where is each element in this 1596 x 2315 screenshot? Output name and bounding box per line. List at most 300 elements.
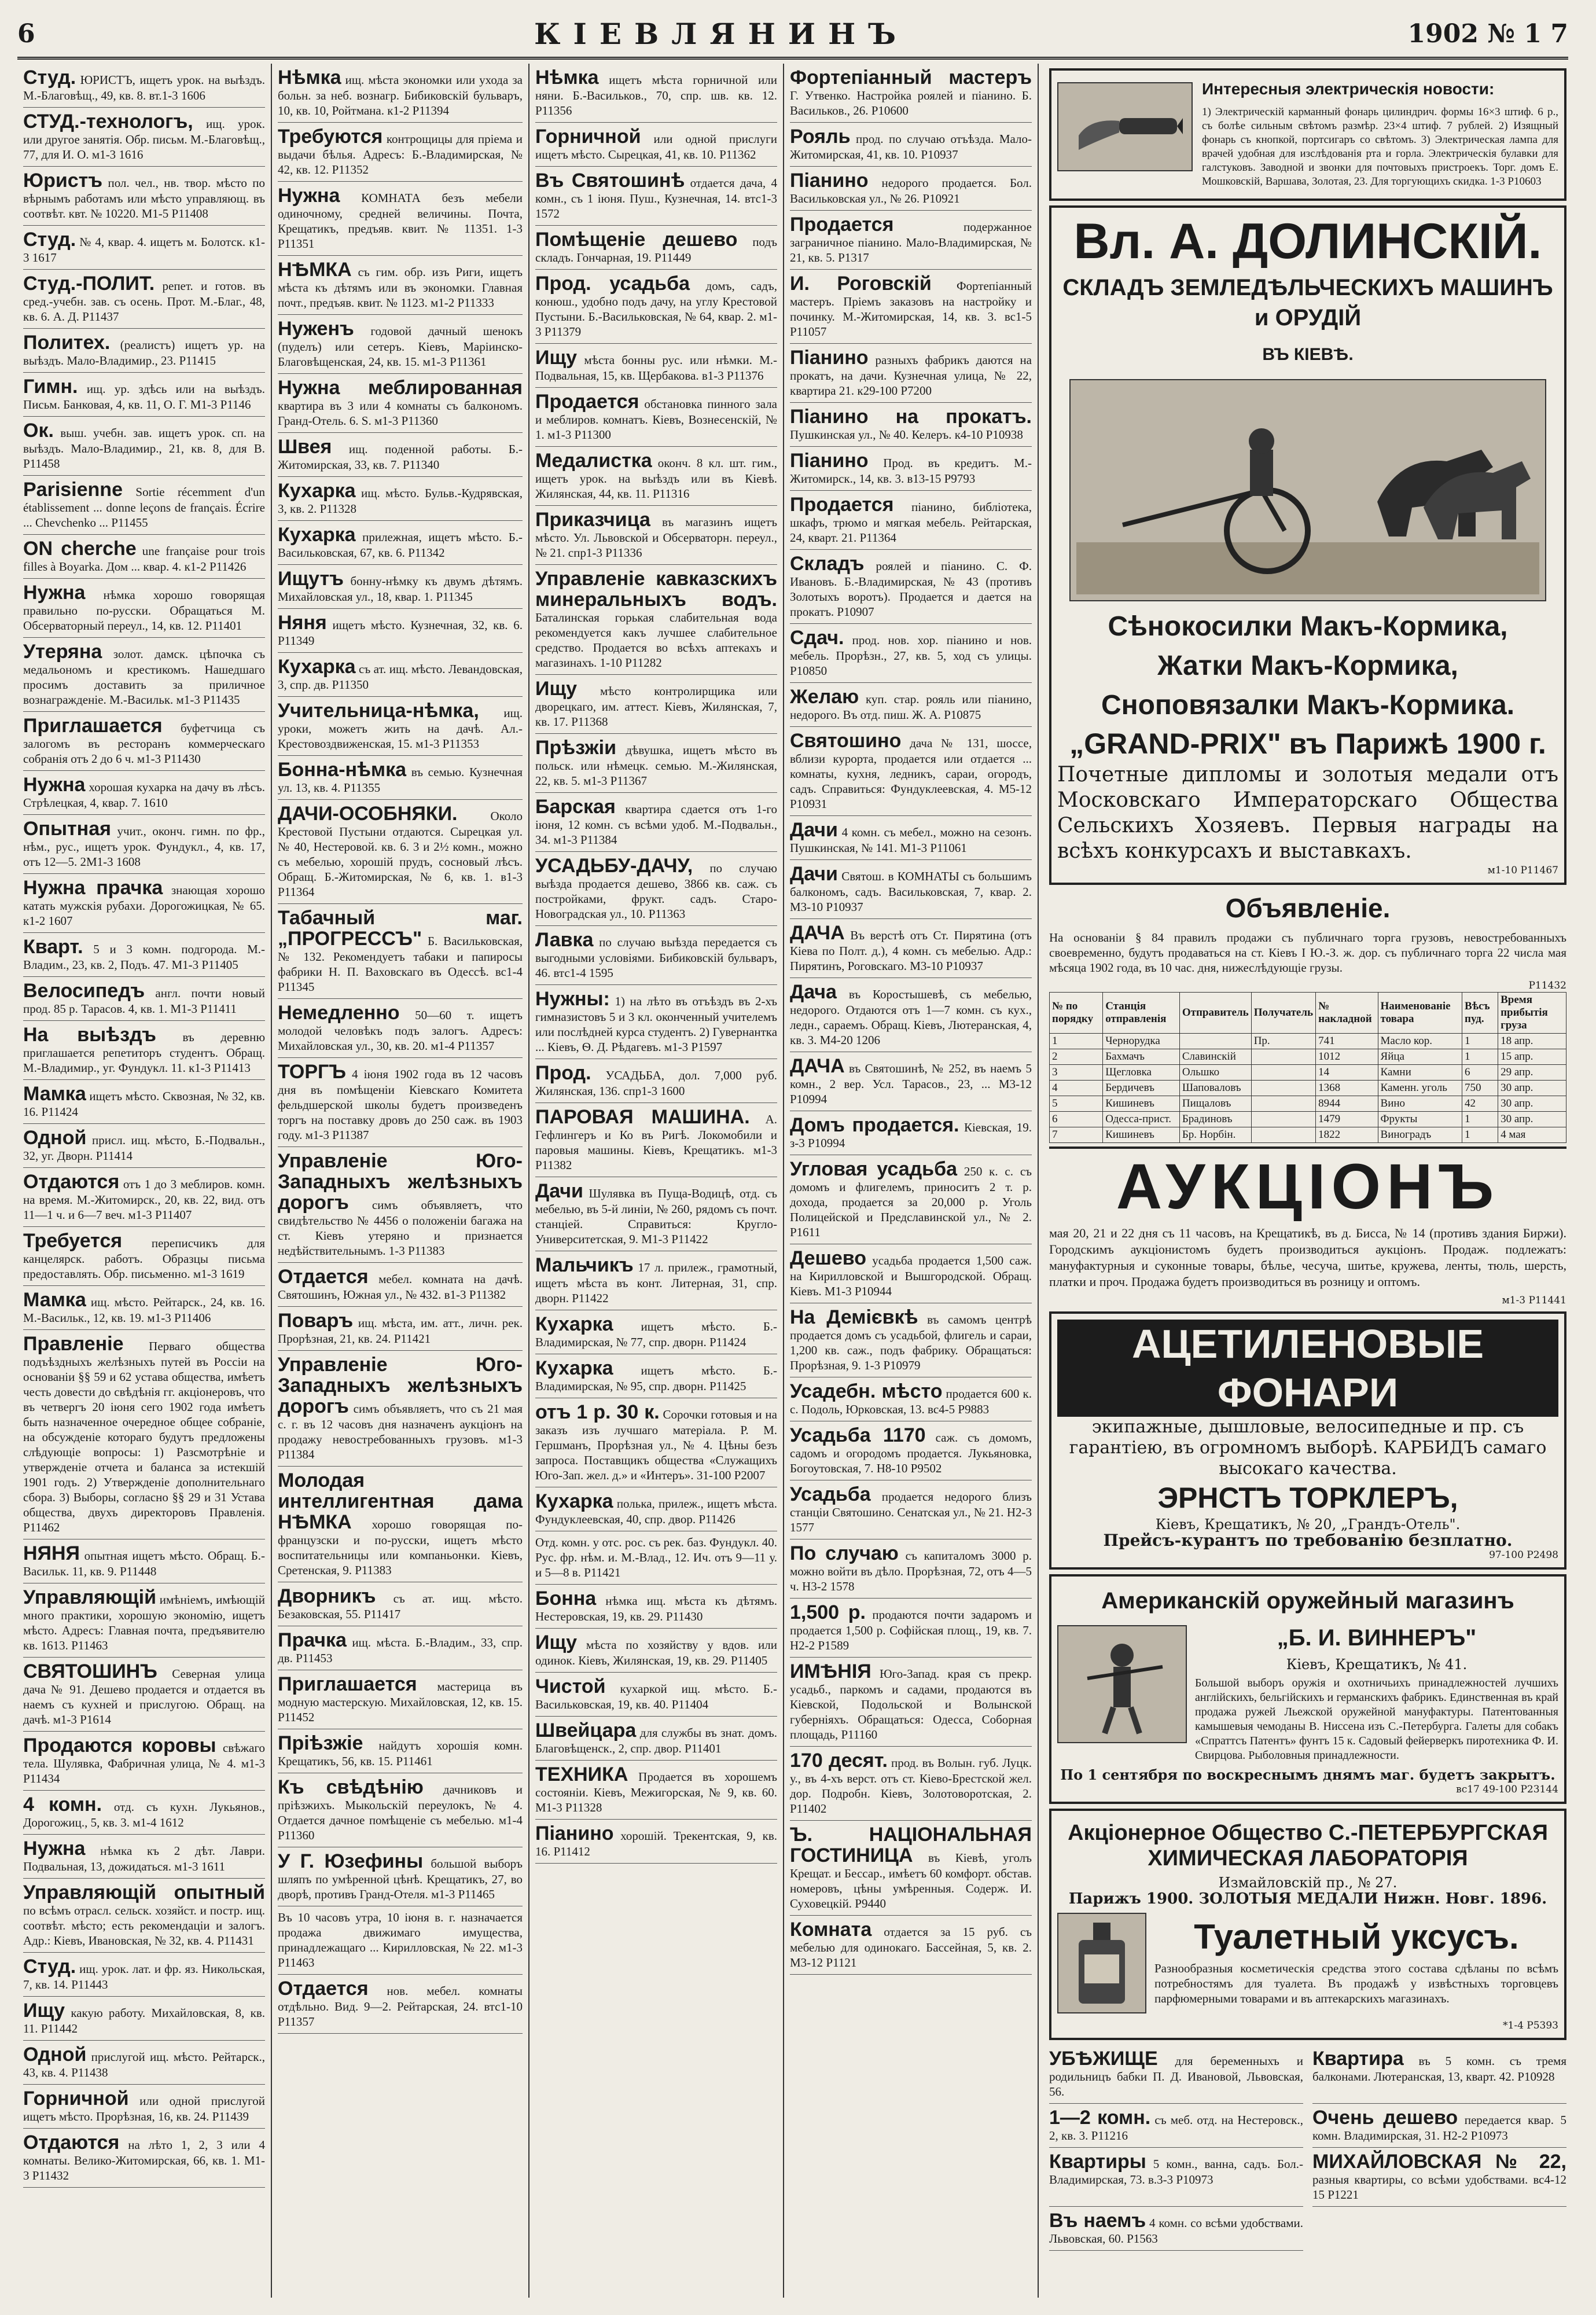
ad-text: пол. чел., нв. твор. мѣсто по вѣрнымъ работамъ или мѣсто управляющ. въ соотвѣт. квт. № 10220. М1-5 Р11408 — [23, 176, 266, 221]
classified-ad — [278, 697, 523, 756]
ad-text: ищ. урок. или другое занятія. Обр. письм. М.-Благовѣщ., 77, для И. О. м1-3 1616 — [23, 117, 265, 161]
classified-ad — [23, 1021, 265, 1080]
classified-ad — [23, 1953, 265, 1997]
classified-ad — [278, 1467, 523, 1582]
ad-keyword: Горничной — [535, 126, 641, 148]
ad-keyword: Правленіе — [23, 1333, 124, 1355]
announcement-title: Объявленіе. — [1225, 893, 1391, 923]
classified-ad — [1049, 2207, 1303, 2251]
ad-keyword: Требуются — [278, 126, 383, 148]
ad-text: мастерица въ модную мастерскую. Михайловская, 12, кв. 15. Р11452 — [278, 1680, 523, 1724]
ad-keyword: Управляющій опытный — [23, 1882, 265, 1904]
ad-text: (реалистъ) ищетъ ур. на выѣздъ. Мало-Владимир., 23. Р11415 — [23, 338, 266, 368]
classified-ad — [278, 1975, 523, 2034]
ad-text: квартира сдается отъ 1-го іюня, 12 комн. съ всѣми удоб. М.-Подвальн., 34. м1-3 Р11384 — [535, 802, 777, 847]
table-cell: Чернорудка — [1103, 1034, 1180, 1049]
ad-keyword: На Демієвкѣ — [790, 1306, 918, 1328]
ad-keyword: Мальчикъ — [535, 1254, 634, 1276]
ad-text: ищ. урок. лат. и фр. яз. Никольская, 7, кв. 14. Р11443 — [23, 1962, 265, 1991]
ad-keyword: Пiанино — [790, 347, 869, 369]
classified-ad — [23, 1080, 265, 1124]
ad-text: 5 и 3 комн. подгорода. М.-Владим., 23, кв. 2, Подъ. 47. М1-3 Р11405 — [23, 942, 265, 972]
ad-text: № 4, квар. 4. ищетъ м. Болотск. к1-3 1617 — [23, 235, 266, 264]
classified-ad — [23, 1330, 265, 1539]
ad-text: ищ. мѣсто. Бульв.-Кудрявская, 3, кв. 2. Р11328 — [278, 486, 523, 516]
ad-text: отдается дача, 4 комн., съ 1 іюня. Пуш., Кузнечная, 14. втс1-3 1572 — [535, 176, 777, 221]
ad-text: дача № 131, шоссе, вблизи курорта, продается или отдается ... комнаты, кухня, ледникъ, сараи, огородъ, садъ. Справиться: Фундуклеевская, 4. М5-12 Р10931 — [790, 736, 1032, 811]
classified-ad — [790, 344, 1032, 403]
classified-ad — [535, 270, 777, 344]
classified-ad — [790, 1421, 1032, 1480]
ad-keyword: Велосипедъ — [23, 980, 145, 1002]
ad-keyword: ИМѢНІЯ — [790, 1660, 871, 1682]
ad-keyword: Кварт. — [23, 936, 83, 958]
classified-ad — [535, 447, 777, 506]
ad-keyword: Продаются коровы — [23, 1735, 216, 1757]
ad-keyword: Мамка — [23, 1083, 86, 1105]
ad-keyword: Отдается — [278, 1266, 369, 1288]
ad-keyword: СТУД.-технологъ, — [23, 111, 193, 133]
table-cell: 14 — [1316, 1065, 1378, 1081]
ad-keyword: Приглашается — [23, 715, 163, 737]
table-header-cell: Станція отправленія — [1103, 993, 1180, 1034]
table-cell: 1822 — [1316, 1127, 1378, 1143]
ad-text: ищетъ мѣсто. Сквозная, № 32, кв. 16. Р11424 — [23, 1089, 266, 1119]
classified-ad — [23, 64, 265, 108]
classified-ad — [278, 123, 523, 182]
table-cell — [1251, 1081, 1315, 1096]
ad-text: симъ объявляетъ, что съ 21 мая с. г. въ 12 часовъ дня назначенъ аукціонъ на продажу невостребованныхъ грузовъ. м1-3 Р11384 — [278, 1402, 523, 1461]
table-cell: Пищаловъ — [1179, 1096, 1251, 1112]
classified-ad — [23, 1227, 265, 1286]
table-cell: 42 — [1462, 1096, 1498, 1112]
classified-ad — [278, 1847, 523, 1906]
ad-text: Кіевская, 19. з-3 Р10994 — [790, 1120, 1032, 1150]
classified-ad — [278, 800, 523, 904]
ad-text: Сорочки готовыя и на заказъ изъ лучшаго матеріала. Р. М. Гершманъ, Прорѣзная ул., № 4. Цѣны безъ запроса. Поставщикъ общества «Служащихъ Юго-Зап. жел. д.» и «Интеръ». 31-100 Р2007 — [535, 1408, 777, 1482]
ad-text: квартира въ 3 или 4 комнаты съ балкономъ. Гранд-Отель. 6. S. м1-3 Р11360 — [278, 399, 523, 428]
table-cell: Масло кор. — [1378, 1034, 1462, 1049]
classified-ad — [790, 860, 1032, 919]
table-cell: 4 мая — [1498, 1127, 1566, 1143]
classified-ad — [278, 1147, 523, 1263]
classified-ad — [278, 1729, 523, 1773]
classified-ad — [535, 1354, 777, 1398]
ad-text: домъ, садъ, конюш., удобно подъ дачу, на углу Крестовой Пустыни. Б.-Васильковская, № 64, квар. 2. м1-3 Р11379 — [535, 279, 777, 339]
ad-text: Пушкинская ул., № 40. Келеръ. к4-10 Р10938 — [790, 428, 1023, 442]
ad-keyword: 4 комн. — [23, 1794, 102, 1816]
ad-keyword: Нужна — [23, 1838, 86, 1860]
classified-ad — [1312, 2045, 1566, 2104]
ad-text: по случаю выѣзда передается съ выгодными условіями. Бибиковскій бульваръ, 46. втс1-4 1595 — [535, 935, 778, 980]
torkler-code: 97-100 Р2498 — [1489, 1549, 1558, 1561]
classified-ad — [278, 433, 523, 477]
ad-text: хорошая кухарка на дачу въ лѣсъ. Стрѣлецкая, 4, квар. 7. 1610 — [23, 780, 266, 810]
classified-ad — [790, 447, 1032, 491]
ad-text: съ гим. обр. изъ Риги, ищетъ мѣста къ дѣтямъ или въ экономки. Главная почт., предъяв. квит. № 1123. м1-2 Р11333 — [278, 265, 523, 310]
classified-ad — [790, 624, 1032, 683]
classified-ad — [790, 1480, 1032, 1539]
ad-keyword: Политех. — [23, 332, 111, 354]
classified-ad — [535, 985, 777, 1059]
ad-text: Фортепіанный мастеръ. Пріемъ заказовъ на настройку и починку. М.-Житомирская, 14, кв. 3. вс1-5 Р11057 — [790, 279, 1032, 339]
ad-text: въ деревню приглашается репетиторъ студентъ. Обращ. М.-Владимир., уг. Фундукл. 11. к1-3 Р11413 — [23, 1030, 266, 1075]
ad-text: продается 600 к. с. Подоль, Юрковская, 13. вс4-5 Р9883 — [790, 1387, 1032, 1416]
classified-ad — [23, 476, 265, 535]
table-cell: Щегловка — [1103, 1065, 1180, 1081]
ad-text: по всѣмъ отрасл. сельск. хозяйст. и постр. ищ. соотвѣт. мѣсто; есть рекомендаціи и залогъ. Адр.: Кіевъ, Ивановская, № 32, кв. 4. Р11431 — [23, 1904, 265, 1947]
ad-keyword: МИХАЙЛОВСКАЯ № 22, — [1312, 2151, 1566, 2173]
table-cell: Пр. — [1251, 1034, 1315, 1049]
ad-keyword: Ок. — [23, 420, 54, 442]
ad-text: прилежная, ищетъ мѣсто. Б.-Васильковская, 67, кв. 6. Р11342 — [278, 530, 523, 560]
classified-ad — [278, 999, 523, 1058]
classified-ad — [535, 344, 777, 388]
ad-keyword: Дешево — [790, 1247, 867, 1269]
ad-text: оконч. 8 кл. шт. гим., ищетъ урок. на выѣздъ или въ Кіевѣ. Жилянская, 44, кв. 11. Р11316 — [535, 456, 777, 501]
ad-keyword: ТОРГЪ — [278, 1061, 346, 1083]
ad-text: прод. по случаю отъѣзда. Мало-Житомирская, 41, кв. 10. Р10937 — [790, 132, 1032, 161]
ad-text: передается квар. 5 комн. Владимирская, 31. Н2-2 Р10973 — [1312, 2113, 1566, 2143]
classified-ad — [790, 919, 1032, 978]
ad-keyword: Продается — [790, 214, 894, 236]
table-cell: 2 — [1050, 1049, 1103, 1065]
electric-news-title: Интересныя электрическія новости: — [1202, 80, 1495, 98]
lab-text: Разнообразныя косметическія средства этого состава сдѣланы по всѣмъ потребностямъ для туалета. Въ продажѣ у извѣстныхъ торговцевъ парфюмерными товарами и въ аптекарскихъ магазинахъ. — [1154, 1961, 1558, 2005]
grand-prix-line: „GRAND-PRIX" въ Парижѣ 1900 г. — [1069, 727, 1546, 760]
table-cell: 1 — [1050, 1034, 1103, 1049]
ad-text: недорого продается. Бол. Васильковская ул., № 26. Р10921 — [790, 176, 1032, 205]
table-cell: 8944 — [1316, 1096, 1378, 1112]
ad-keyword: Прачка — [278, 1629, 347, 1651]
classified-ad — [278, 1773, 523, 1847]
winner-address: Кіевъ, Крещатикъ, № 41. — [1286, 1656, 1468, 1673]
ad-text: ищ. мѣста. Б.-Владим., 33, спр. дв. Р11453 — [278, 1636, 523, 1665]
ad-keyword: Квартиры — [1049, 2151, 1146, 2173]
ad-keyword: Нѣмка — [278, 67, 341, 89]
ad-text: пiанино, библіотека, шкафъ, трюмо и мягкая мебель. Рейтарская, 24, кварт. 21. Р11364 — [790, 500, 1032, 545]
lab-title: Акціонерное Общество С.-ПЕТЕРБУРГСКАЯ ХИМИЧЕСКАЯ ЛАБОРАТОРІЯ — [1068, 1821, 1548, 1871]
table-cell: 6 — [1462, 1065, 1498, 1081]
ad-text: прод. нов. хор. пiанино и нов. мебель. Прорѣзн., 27, кв. 5, ход съ улицы. Р10850 — [790, 633, 1032, 678]
classified-ad — [790, 1599, 1032, 1658]
table-header-cell: № накладной — [1316, 993, 1378, 1034]
classified-ad — [23, 933, 265, 977]
ad-keyword: Очень дешево — [1312, 2107, 1458, 2129]
table-cell: 1 — [1462, 1049, 1498, 1065]
ad-text: бонну-нѣмку къ двумъ дѣтямъ. Михайловская ул., 18, квар. 1. Р11345 — [278, 574, 523, 604]
ad-keyword: Студ. — [23, 229, 76, 251]
classified-ad — [535, 388, 777, 447]
ad-text: УСАДЬБА, дол. 7,000 руб. Жилянская, 136. спр1-3 1600 — [535, 1068, 778, 1098]
ad-keyword: Нужна — [278, 185, 340, 207]
ad-keyword: Пiанино — [790, 450, 869, 472]
ad-keyword: Медалистка — [535, 450, 652, 472]
table-cell: Вино — [1378, 1096, 1462, 1112]
ad-text: въ 5 комн. съ тремя балконами. Лютеранская, 13, кварт. 42. Р10928 — [1312, 2054, 1567, 2084]
ad-text: опытная ищетъ мѣсто. Обращ. Б.-Васильк. 11, кв. 9. Р11448 — [23, 1549, 265, 1578]
classified-ad — [535, 565, 777, 675]
ad-keyword: Учительница-нѣмка, — [278, 700, 479, 722]
classified-ad — [535, 1251, 777, 1310]
ad-keyword: Няня — [278, 612, 327, 634]
ad-keyword: Отдаются — [23, 1171, 120, 1193]
ad-keyword: Кухарка — [278, 524, 356, 546]
table-header-cell: Время прибытія груза — [1498, 993, 1566, 1034]
table-cell: Бр. Норбін. — [1179, 1127, 1251, 1143]
ad-keyword: Управляющій — [23, 1586, 157, 1608]
classified-ad — [790, 550, 1032, 624]
classified-ad — [23, 2041, 265, 2085]
ad-text: куп. стар. рояль или пiанино, недорого. Въ отд. пиш. Ж. А. Р10875 — [790, 692, 1032, 722]
ad-keyword: Прод. — [535, 1062, 591, 1084]
table-row — [1050, 1112, 1566, 1127]
ad-text: 17 л. прилеж., грамотный, ищетъ мѣста въ конт. Литерная, 31, спр. дворн. Р11422 — [535, 1261, 777, 1305]
ad-text: мѣста по хозяйству у вдов. или одинок. Кіевъ, Жилянская, 19, кв. 29. Р11405 — [535, 1638, 778, 1667]
ad-keyword: Прод. усадьба — [535, 273, 690, 295]
ad-keyword: Усадебн. мѣсто — [790, 1380, 943, 1402]
ad-text: нѣмка ищ. мѣста къ дѣтямъ. Нестеровская, 19, кв. 29. Р11430 — [535, 1594, 778, 1623]
ad-text: 4 комн. со всѣми удобствами. Львовская, 60. Р1563 — [1049, 2216, 1303, 2246]
classified-ad — [278, 904, 523, 999]
ad-keyword: Кухарка — [535, 1357, 613, 1379]
table-cell: 30 апр. — [1498, 1081, 1566, 1096]
ad-text: разныхъ фабрикъ даются на прокатъ, на дачи. Кузнечная улица, № 22, квартира 21. к29-100 Р7200 — [790, 353, 1032, 398]
ad-keyword: Одной — [23, 1127, 87, 1149]
ad-keyword: Складъ — [790, 553, 865, 575]
classified-ad — [790, 1244, 1032, 1303]
classified-ad — [23, 226, 265, 270]
table-cell: 750 — [1462, 1081, 1498, 1096]
classified-ad — [790, 727, 1032, 816]
torkler-price-list: Прейсъ-курантъ по требованію безплатно. — [1103, 1531, 1513, 1550]
ad-text: 4 іюня 1902 года въ 12 часовъ дня въ помѣщеніи Кіевскаго Комитета фельдшерской школы будетъ произведенъ торгъ на поставку дровъ до 250 саж. въ 1903 году. м1-3 Р11387 — [278, 1067, 523, 1142]
page-number: 6 — [17, 19, 35, 49]
classified-ad — [278, 1351, 523, 1467]
column-2 — [272, 64, 529, 2298]
ad-keyword: Приглашается — [278, 1673, 417, 1695]
classified-ad — [278, 756, 523, 800]
ad-text: въ семью. Кузнечная ул. 13, кв. 4. Р11355 — [278, 765, 523, 795]
classified-ad — [278, 565, 523, 609]
classified-ad — [23, 270, 265, 329]
table-cell — [1251, 1049, 1315, 1065]
ad-text: ищетъ мѣсто. Кузнечная, 32, кв. 6. Р11349 — [278, 618, 523, 648]
ad-keyword: НЯНЯ — [23, 1542, 80, 1564]
ad-text: 50—60 т. ищетъ молодой человѣкъ подъ залогъ. Адресъ: Михайловская ул., 30, кв. 20. м1-4 Р11357 — [278, 1008, 523, 1053]
ad-keyword: ДАЧА — [790, 1055, 845, 1077]
announcement-text: На основаніи § 84 правилъ продажи съ публичнаго торга грузовъ, невостребованныхъ своевременно, будутъ продаваться на ст. Кіевъ I Ю.-З. ж. дор. съ публичнаго торга 22 числа мая мѣсяца 1902 года, въ 10 час. дня, нижеслѣдующіе грузы. — [1049, 931, 1566, 975]
table-cell — [1251, 1096, 1315, 1112]
ad-keyword: Кухарка — [535, 1490, 613, 1512]
ad-keyword: Кухарка — [278, 480, 356, 502]
lab-medals: Парижъ 1900. ЗОЛОТЫЯ МЕДАЛИ Нижн. Новг. 1896. — [1068, 1890, 1547, 1908]
table-cell: Бахмачъ — [1103, 1049, 1180, 1065]
winner-name: „Б. И. ВИННЕРЪ" — [1277, 1625, 1477, 1651]
ad-keyword: Parisienne — [23, 479, 123, 501]
ad-text: подъ складъ. Гончарная, 19. Р11449 — [535, 235, 777, 264]
classified-ad — [23, 1124, 265, 1168]
ad-text: переписчикъ для канцелярск. работъ. Образцы письма предоставлять. Обр. письменно. м1-3 1619 — [23, 1236, 265, 1281]
classified-ad — [535, 1531, 777, 1585]
classified-ad — [790, 211, 1032, 270]
ad-text: une française pour trois filles à Boyarka. Дом ... квар. 4. к1-2 Р11426 — [23, 544, 265, 574]
table-cell — [1179, 1034, 1251, 1049]
bottle-icon — [1067, 1920, 1137, 2007]
ad-keyword: Ищу — [535, 1631, 578, 1653]
lab-code: *1-4 Р5393 — [1503, 2020, 1558, 2031]
ad-text: Sortie récemment d'un établissement ... donne leçons de français. Écrire ... Chevchenko ... Р11455 — [23, 485, 266, 530]
ad-keyword: Нѣмка — [535, 67, 599, 89]
ad-text: Прод. въ кредитъ. М.-Житомирск., 14, кв. 3. в13-15 Р9793 — [790, 456, 1032, 486]
reaper-horses-illustration — [1069, 379, 1546, 601]
ad-text: Въ 10 часовъ утра, 10 іюня в. г. назначается продажа движимаго имущества, принадлежащаго ... Кирилловская, № 22. м1-3 Р11463 — [278, 1910, 523, 1969]
classified-ad — [278, 1626, 523, 1670]
table-cell: 1368 — [1316, 1081, 1378, 1096]
awards-text: Почетные дипломы и золотыя медали отъ Московскаго Императорскаго Общества Сельскихъ Хозяевъ. Первыя награды на всѣхъ конкурсахъ и выставкахъ. — [1057, 763, 1558, 863]
classified-ad — [790, 683, 1032, 727]
table-cell: Ольшко — [1179, 1065, 1251, 1081]
ad-keyword: Пiанино на прокатъ. — [790, 406, 1032, 428]
ad-keyword: Усадьба — [790, 1483, 871, 1505]
ad-keyword: Кухарка — [278, 656, 356, 678]
ad-keyword: Барская — [535, 796, 616, 818]
ad-keyword: Нужны: — [535, 988, 610, 1010]
table-cell: 5 — [1050, 1096, 1103, 1112]
ad-text: нов. мебел. комнаты отдѣльно. Вид. 9—2. Рейтарская, 24. втс1-10 Р11357 — [278, 1984, 523, 2029]
ad-keyword: Нужна — [23, 582, 86, 604]
ad-keyword: И. Роговскій — [790, 273, 932, 295]
ad-text: Продается въ хорошемъ состояніи. Кіевъ, Межигорская, № 9, кв. 60. М1-3 Р11328 — [535, 1770, 777, 1814]
ad-text: ищ. мѣста, им. атт., личн. рек. Прорѣзная, 21, кв. 24. Р11421 — [278, 1316, 523, 1346]
ad-keyword: Въ наемъ — [1049, 2210, 1146, 2232]
ad-text: продаются почти задаромъ и продается 1,500 р. Софійская площ., 19, кв. 7. Н2-2 Р1589 — [790, 1608, 1032, 1652]
classified-ad — [790, 1747, 1032, 1821]
ad-text: 1) на лѣто въ отъѣздъ въ 2-хъ гимназистовъ 5 и 3 кл. оконченный учителемъ или послѣдней курса студентъ. 2) Гувернантка ... Кіевъ, Ѳ. Д. Рѣдагевъ. м1-3 Р1597 — [535, 994, 778, 1054]
ad-keyword: Дворникъ — [278, 1585, 376, 1607]
ad-text: ЮРИСТЪ, ищетъ урок. на выѣздъ. М.-Благовѣщ., 49, кв. 8. вт.1-3 1606 — [23, 73, 265, 102]
table-cell: 6 — [1050, 1112, 1103, 1127]
ad-text: съ меб. отд. на Нестеровск., 2, кв. 3. Р11216 — [1049, 2113, 1303, 2143]
classified-ad — [790, 64, 1032, 123]
classified-ad — [278, 609, 523, 653]
classified-ad — [535, 123, 777, 167]
classified-ad — [23, 417, 265, 476]
classified-ad — [1312, 2148, 1566, 2207]
table-cell: Одесса-прист. — [1103, 1112, 1180, 1127]
classified-ad — [535, 1103, 777, 1177]
classified-ad — [535, 734, 777, 793]
ad-text: прислугой ищ. мѣсто. Рейтарск., 43, кв. 4. Р11438 — [23, 2050, 265, 2079]
ad-keyword: Пiанино — [535, 1822, 614, 1844]
classified-ad — [23, 2085, 265, 2129]
hunter-illustration — [1057, 1625, 1187, 1743]
chemical-lab-ad — [1049, 1809, 1566, 2040]
ad-text: въ Кіевѣ, уголъ Крещат. и Бессар., имѣетъ 60 комфорт. обстав. номеровъ, цѣны умѣренныя. Содерж. И. Суховецкій. Р9440 — [790, 1851, 1032, 1910]
classified-ad — [535, 226, 777, 270]
ad-keyword: Бонна-нѣмка — [278, 759, 407, 781]
classified-ad — [535, 852, 777, 926]
acetylene-lamps-ad — [1049, 1311, 1566, 1570]
table-row — [1050, 1049, 1566, 1065]
classified-ad — [23, 108, 265, 167]
ad-text: Въ верстѣ отъ Ст. Пирятина (отъ Кіева по Полт. д.), 4 комн. съ мебелью. Адр.: Пирятинъ, Роговскаго. М3-10 Р10937 — [790, 928, 1032, 973]
ad-text: мѣсто контролирщика или дворецкаго, им. аттест. Кіевъ, Жилянская, 7, кв. 17. Р11368 — [535, 684, 777, 729]
ad-keyword: Кухарка — [535, 1313, 613, 1335]
ad-text: КОМНАТА безъ мебели одиночному, средней величины. Почта, Крещатикъ, предъяв. квит. № 11351. 1-3 Р11351 — [278, 191, 523, 251]
ad-text: въ Святошинѣ, № 252, въ наемъ 5 комн., 2 вер. Усл. Тарасов., 23, ... М3-12 Р10994 — [790, 1061, 1032, 1106]
lab-product: Туалетный уксусъ. — [1194, 1917, 1519, 1956]
ad-keyword: Нуженъ — [278, 318, 354, 340]
classified-ad — [278, 256, 523, 315]
dolinsky-city: ВЪ КІЕВѢ. — [1262, 345, 1354, 364]
ad-keyword: Одной — [23, 2044, 87, 2066]
table-cell: 30 апр. — [1498, 1096, 1566, 1112]
ad-text: какую работу. Михайловская, 8, кв. 11. Р11442 — [23, 2006, 265, 2035]
classified-ad — [535, 1761, 777, 1820]
ad-keyword: Требуется — [23, 1230, 123, 1252]
ad-keyword: Горничной — [23, 2088, 129, 2110]
table-cell: 30 апр. — [1498, 1112, 1566, 1127]
ad-keyword: 170 десят. — [790, 1750, 888, 1772]
classified-ad — [790, 1916, 1032, 1975]
ad-keyword: Ищутъ — [278, 568, 344, 590]
table-header-cell: № по порядку — [1050, 993, 1103, 1034]
ad-text: Баталинская горькая слабительная вода рекомендуется какъ лучшее слабительное средство. Продается во всѣхъ аптекахъ и магазинахъ. 1-10 Р11282 — [535, 611, 777, 670]
table-cell: 1 — [1462, 1112, 1498, 1127]
ad-keyword: отъ 1 р. 30 к. — [535, 1401, 660, 1423]
classified-ad — [1049, 2104, 1303, 2148]
ad-text: или одной прислугой ищетъ мѣсто. Прорѣзная, 16, кв. 24. Р11439 — [23, 2094, 265, 2123]
freight-table — [1049, 992, 1566, 1143]
ad-keyword: Немедленно — [278, 1002, 400, 1024]
ad-keyword: Въ Святошинѣ — [535, 170, 685, 192]
classified-ad — [535, 64, 777, 123]
ad-keyword: Пiанино — [790, 170, 869, 192]
classified-ad — [278, 1670, 523, 1729]
classified-ad — [23, 535, 265, 579]
classified-ad — [278, 1058, 523, 1147]
mccormick-binders: Сноповязалки Макъ-Кормика. — [1101, 690, 1515, 721]
classified-ad — [23, 1997, 265, 2041]
ad-text: золот. дамск. цѣпочка съ медальономъ и крестикомъ. Нашедшаго просимъ доставить за приличное вознагражденіе. М.-Васильк. м1-3 Р11435 — [23, 647, 265, 707]
ad-keyword: Комната — [790, 1919, 872, 1941]
classified-ad — [535, 1398, 777, 1487]
ad-text: съ ат. ищ. мѣсто. Безаковская, 55. Р11417 — [278, 1592, 523, 1621]
column-5 — [1039, 64, 1577, 2298]
auction-text: мая 20, 21 и 22 дня съ 11 часовъ, на Крещатикѣ, въ д. Бисса, № 14 (противъ здания Биржи). Городскимъ аукціонистомъ будетъ производиться аукціонъ. Продаж. подлежатъ: мануфактурныя и суконные товары, бѣлье, чесуча, шитье, кружева, ленты, тюль, шерсть, платки и проч. Продажа будетъ производиться въ розницу и оптомъ. — [1049, 1226, 1566, 1289]
classified-ad — [1049, 2045, 1303, 2104]
ad-text: выш. учебн. зав. ищетъ урок. сп. на выѣздъ. Мало-Владимир., 21, кв. 8, для В. Р11458 — [23, 426, 266, 471]
ad-keyword: СВЯТОШИНЪ — [23, 1660, 157, 1682]
winner-gun-shop-ad — [1049, 1574, 1566, 1804]
classified-ad — [23, 1791, 265, 1835]
ad-keyword: Лавка — [535, 929, 594, 951]
ad-keyword: Студ. — [23, 1956, 76, 1978]
classified-ad — [790, 270, 1032, 344]
torkler-name: ЭРНСТЪ ТОРКЛЕРЪ, — [1157, 1482, 1458, 1514]
ad-text: мебел. комната на дачѣ. Святошинъ, Южная ул., № 432. в1-3 Р11382 — [278, 1272, 523, 1302]
ad-text: Шулявка въ Пуща-Водицѣ, отд. съ мебелью, въ 5-й линіи, № 260, рядомъ съ почт. станціей. Справиться: Кругло-Университетская, 9. М1-3 Р11422 — [535, 1186, 777, 1246]
ad-keyword: Нужна меблированная — [278, 377, 523, 399]
ad-keyword: Студ. — [23, 67, 76, 89]
ad-keyword: Чистой — [535, 1675, 606, 1697]
table-cell: Фрукты — [1378, 1112, 1462, 1127]
ad-text: хорошій. Трекентская, 9, кв. 16. Р11412 — [535, 1829, 777, 1858]
ad-text: полька, прилеж., ищетъ мѣста. Фундуклеевская, 40, спр. двор. Р11426 — [535, 1497, 777, 1526]
classified-ad — [535, 1177, 777, 1251]
classified-ad — [278, 477, 523, 521]
